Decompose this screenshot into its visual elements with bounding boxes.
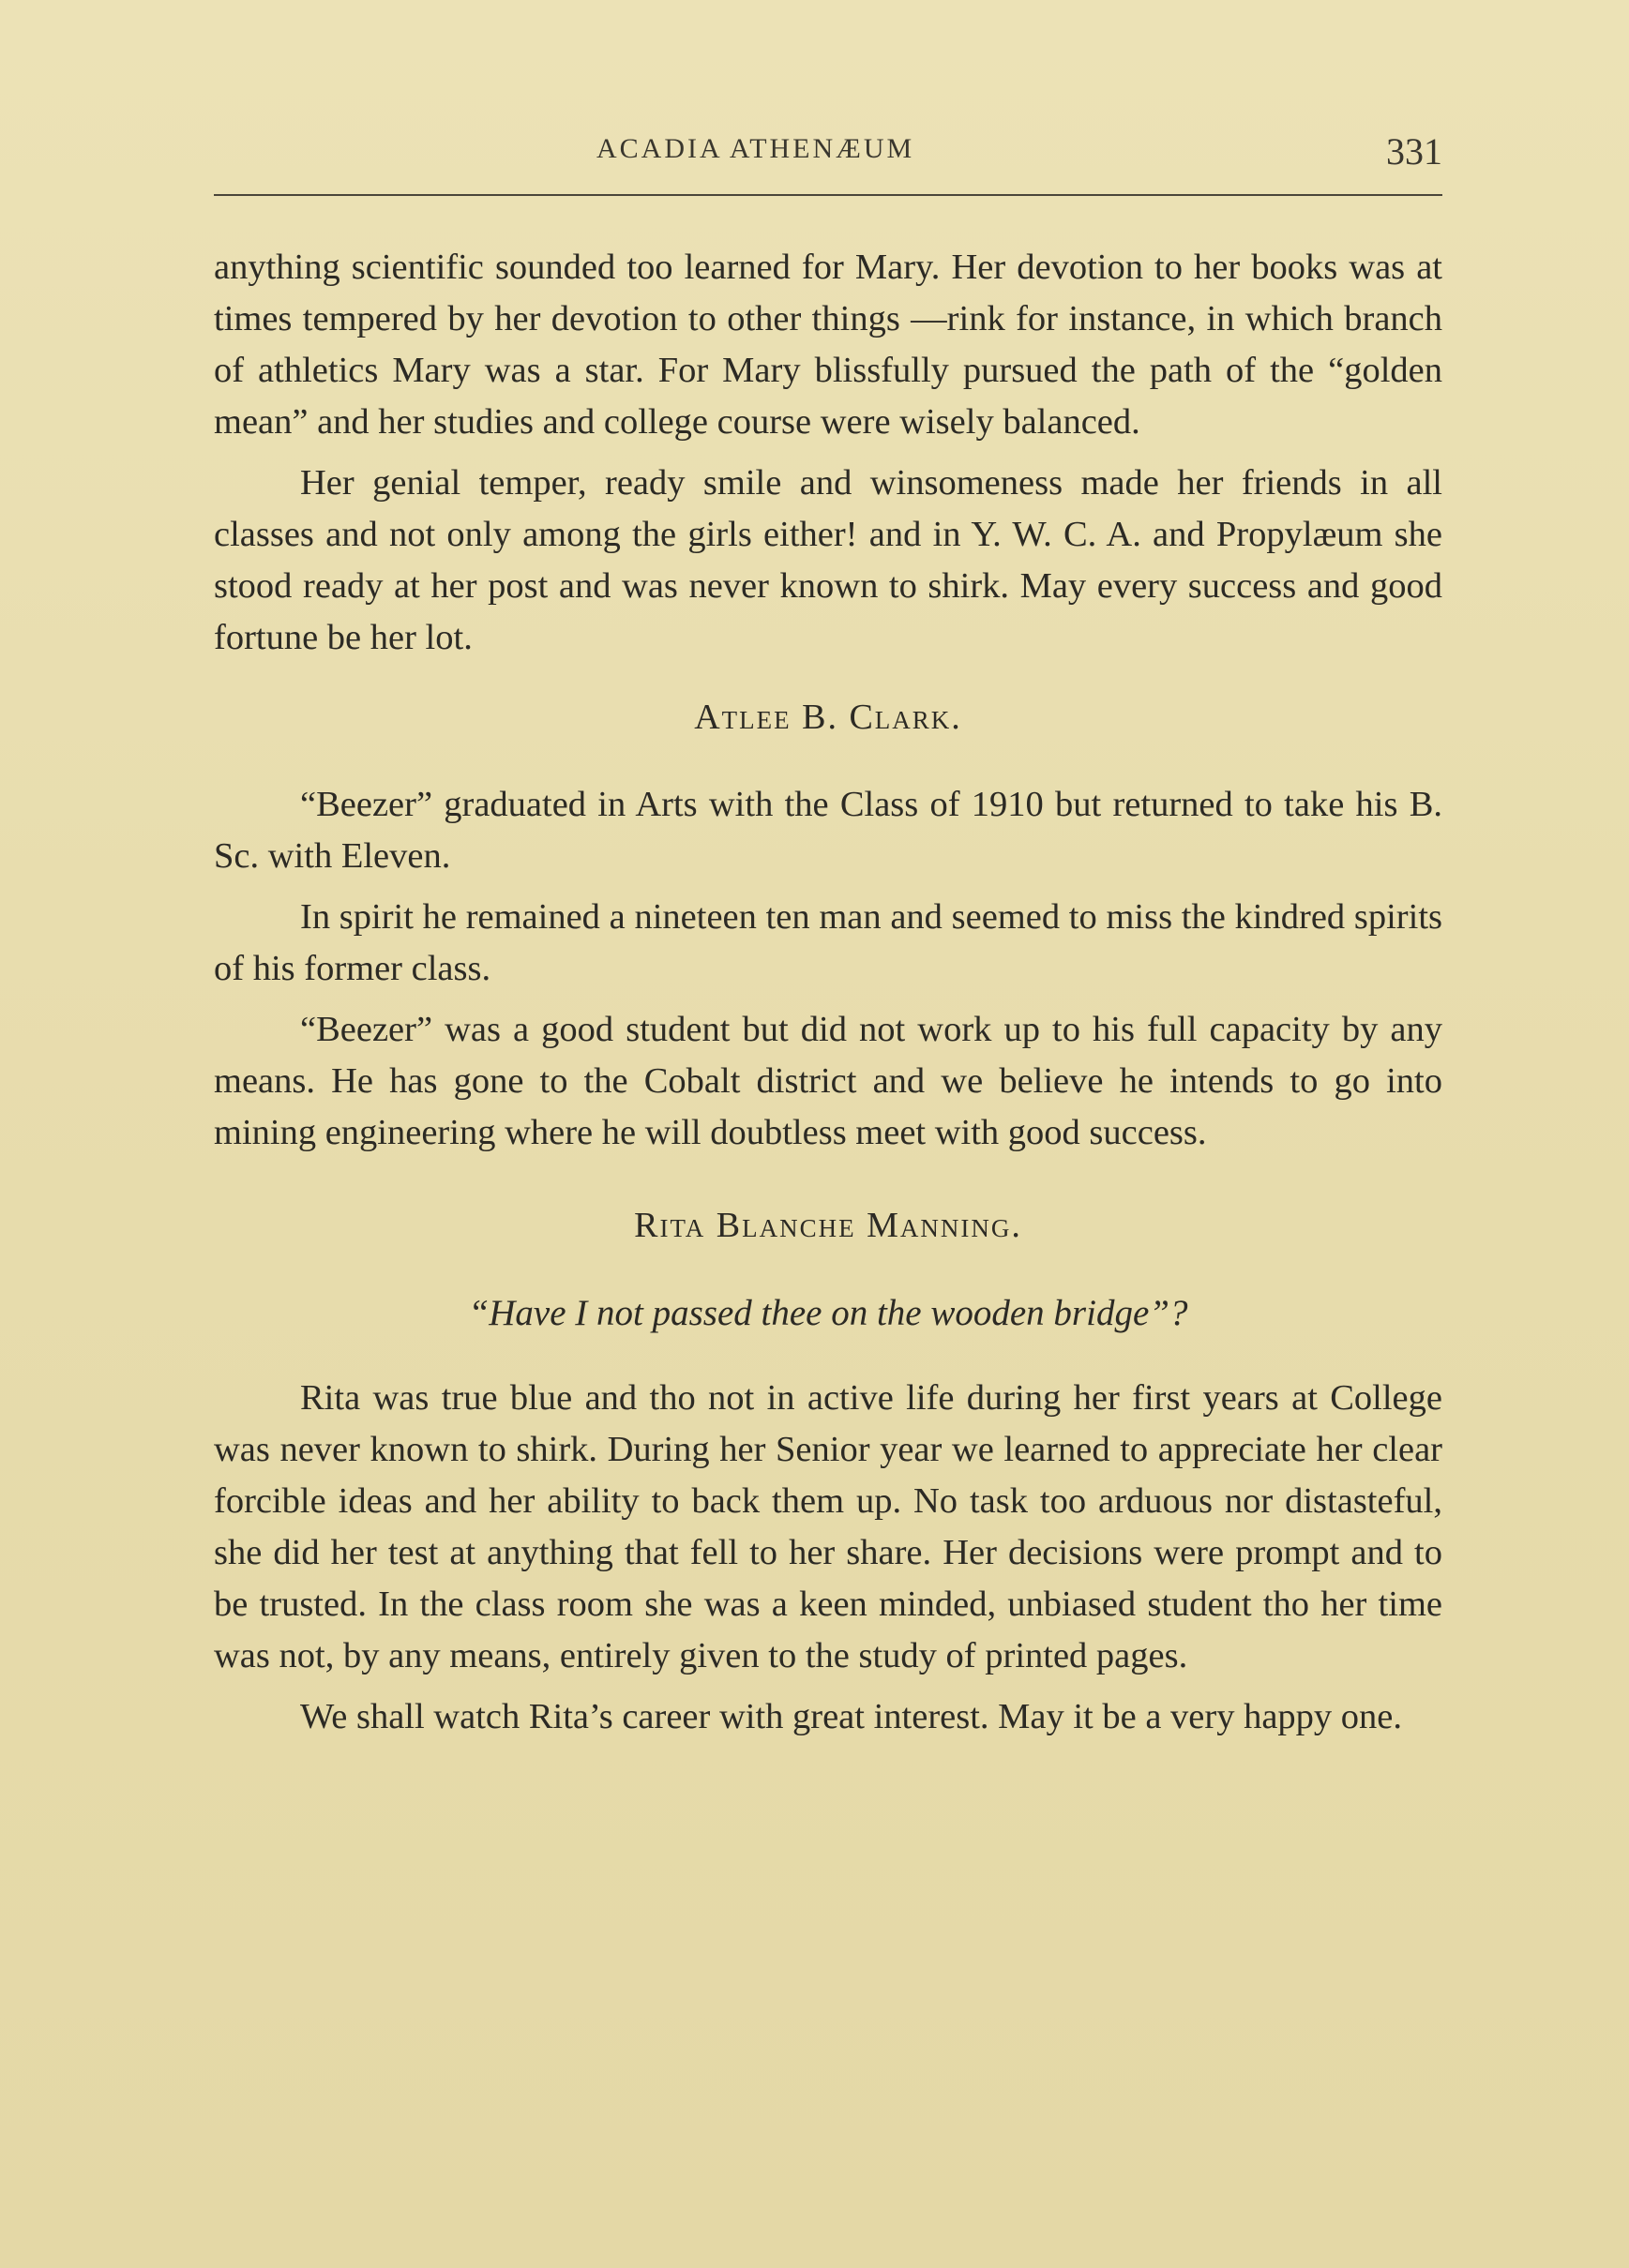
epigraph-quote: “Have I not passed thee on the wooden bridge”? [468, 1293, 1188, 1333]
body-text [214, 242, 1442, 1752]
paragraph-beezer-spirit: In spirit he remained a nineteen ten man and seemed to miss the kindred spirits of his former class. [214, 897, 1442, 988]
header-rule [214, 194, 1442, 196]
paragraph-mary-temper: Her genial temper, ready smile and winsomeness made her friends in all classes and not only among the girls either! and in Y. W. C. A. and Propylæum she stood ready at her post and was never known to shirk. May every success and good fortune be her lot. [214, 463, 1442, 657]
paragraph-mary-continued: anything scientific sounded too learned for Mary. Her devotion to her books was at times tempered by her devotion to other things —rink for instance, in which branch of athletics Mary was a star. For Mary blissfully pursued the path of the “golden mean” and her studies and college course were wisely balanced. [214, 248, 1442, 442]
paragraph-beezer-student: “Beezer” was a good student but did not work up to his full capacity by any means. He has gone to the Cobalt district and we believe he intends to go into mining engineering where he will doubtless meet with good success. [214, 1010, 1442, 1152]
heading-atlee-clark: Atlee B. Clark. [694, 698, 962, 737]
paragraph-rita-description: Rita was true blue and tho not in active life during her first years at College was never known to shirk. During her Senior year we learned to appreciate her clear forcible ideas and her ability to back them up. No task too arduous nor distasteful, she did her test at anything that fell to her share. Her decisions were prompt and to be trusted. In the class room she was a keen minded, unbiased student tho her time was not, by any means, entirely given to the study of printed pages. [214, 1378, 1442, 1675]
paragraph-rita-career: We shall watch Rita’s career with great interest. May it be a very happy one. [300, 1697, 1403, 1736]
paragraph-beezer-graduated: “Beezer” graduated in Arts with the Class of 1910 but returned to take his B. Sc. with Eleven. [214, 785, 1442, 876]
running-title: ACADIA ATHENÆUM [596, 133, 915, 164]
heading-rita-manning: Rita Blanche Manning. [634, 1206, 1022, 1245]
page-header [214, 129, 1442, 195]
page-number: 331 [1386, 130, 1442, 173]
